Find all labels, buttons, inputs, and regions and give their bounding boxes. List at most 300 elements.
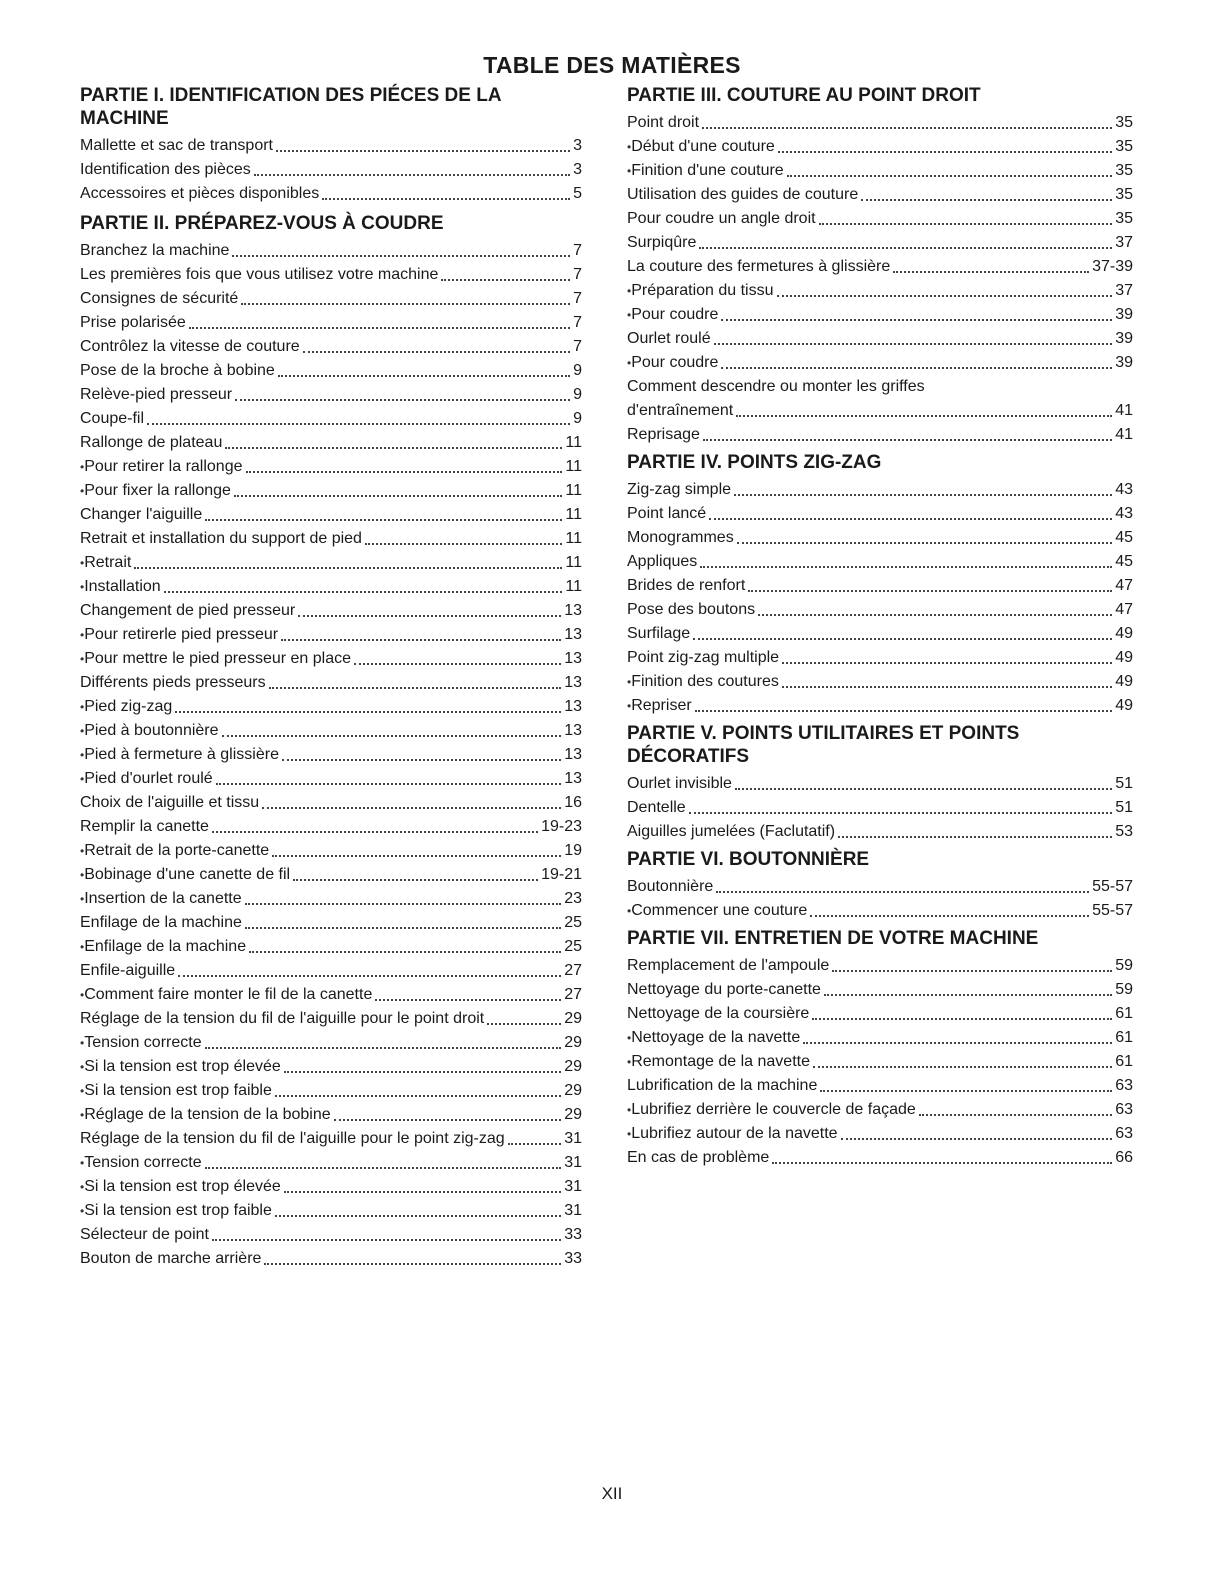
entry-label: Coupe-fil	[80, 410, 145, 427]
entry-page-number: 61	[1115, 1005, 1133, 1022]
entry-label: • Insertion de la canette	[80, 887, 242, 911]
toc-entry	[627, 694, 1133, 718]
dot-leader	[721, 367, 1112, 369]
entry-page-number: 37	[1115, 282, 1133, 299]
dot-leader	[838, 836, 1112, 838]
toc-entry	[80, 1055, 582, 1079]
toc-entry	[80, 575, 582, 599]
page-number: XII	[601, 1484, 623, 1503]
section-title: PARTIE IV. POINTS ZIG-ZAG	[627, 452, 882, 473]
dot-leader	[281, 639, 561, 641]
entry-page-number: 41	[1115, 426, 1133, 443]
toc-section	[627, 451, 1133, 718]
entry-label: Prise polarisée	[80, 314, 186, 331]
dot-leader	[714, 343, 1113, 345]
toc-entry	[627, 796, 1133, 820]
dot-leader	[262, 807, 561, 809]
entry-label: • Finition des coutures	[627, 670, 779, 694]
entry-label: • Lubrifiez derrière le couvercle de façade	[627, 1098, 916, 1122]
dot-leader	[803, 1042, 1112, 1044]
toc-entry	[80, 551, 582, 575]
entry-page-number: 63	[1115, 1101, 1133, 1118]
entry-label: • Tension correcte	[80, 1031, 202, 1055]
toc-section	[627, 848, 1133, 923]
section-title: PARTIE VI. BOUTONNIÈRE	[627, 849, 870, 870]
entry-page-number: 9	[573, 386, 582, 403]
toc-entry	[80, 158, 582, 182]
entry-page-number: 53	[1115, 823, 1133, 840]
toc-entry	[80, 134, 582, 158]
entry-label: Dentelle	[627, 799, 686, 816]
entry-label: • Pour coudre	[627, 303, 718, 327]
toc-entry	[627, 622, 1133, 646]
toc-entry	[80, 239, 582, 263]
toc-entry	[627, 978, 1133, 1002]
toc-entry	[80, 1223, 582, 1247]
toc-entry	[80, 1031, 582, 1055]
dot-leader	[919, 1114, 1112, 1116]
entry-label: Pose de la broche à bobine	[80, 362, 275, 379]
toc-entry	[80, 815, 582, 839]
toc-entry	[627, 899, 1133, 923]
toc-entry	[627, 875, 1133, 899]
toc-entry	[80, 359, 582, 383]
toc-entry	[627, 207, 1133, 231]
toc-entry	[627, 399, 1133, 423]
entry-label: Nettoyage du porte-canette	[627, 981, 821, 998]
dot-leader	[269, 687, 562, 689]
entry-label: • Finition d'une couture	[627, 159, 784, 183]
toc-entry	[80, 1103, 582, 1127]
entry-label: Pour coudre un angle droit	[627, 210, 816, 227]
toc-entry	[627, 954, 1133, 978]
entry-label: Pose des boutons	[627, 601, 756, 618]
entry-page-number: 29	[564, 1034, 582, 1051]
entry-page-number: 31	[564, 1202, 582, 1219]
toc-entry	[627, 1146, 1133, 1170]
section-title: PARTIE II. PRÉPAREZ-VOUS À COUDRE	[80, 213, 444, 234]
entry-label: Lubrification de la machine	[627, 1077, 818, 1094]
toc-entry	[627, 598, 1133, 622]
entry-page-number: 66	[1115, 1149, 1133, 1166]
entry-label: Enfile-aiguille	[80, 962, 176, 979]
toc-entry	[80, 1127, 582, 1151]
entry-label: Mallette et sac de transport	[80, 137, 273, 154]
toc-entry	[80, 455, 582, 479]
dot-leader	[375, 999, 561, 1001]
dot-leader	[147, 423, 570, 425]
entry-page-number: 49	[1115, 649, 1133, 666]
dot-leader	[232, 255, 570, 257]
entry-page-number: 11	[565, 530, 582, 547]
dot-leader	[693, 638, 1112, 640]
dot-leader	[709, 518, 1112, 520]
dot-leader	[736, 415, 1112, 417]
entry-page-number: 13	[564, 602, 582, 619]
dot-leader	[721, 319, 1112, 321]
dot-leader	[164, 591, 563, 593]
toc-entry	[80, 1151, 582, 1175]
entry-label: • Pour coudre	[627, 351, 718, 375]
entry-page-number: 29	[564, 1058, 582, 1075]
entry-label: • Si la tension est trop faible	[80, 1199, 272, 1223]
dot-leader	[832, 970, 1112, 972]
entry-label: • Repriser	[627, 694, 692, 718]
entry-label: Surfilage	[627, 625, 691, 642]
entry-page-number: 33	[564, 1250, 582, 1267]
toc-entry	[80, 647, 582, 671]
toc-entry	[80, 983, 582, 1007]
dot-leader	[748, 590, 1112, 592]
entry-label: • Pied à boutonnière	[80, 719, 219, 743]
dot-leader	[824, 994, 1112, 996]
entry-page-number: 49	[1115, 697, 1133, 714]
toc-entry	[80, 623, 582, 647]
entry-page-number: 13	[564, 770, 582, 787]
entry-page-number: 61	[1115, 1053, 1133, 1070]
entry-page-number: 13	[564, 626, 582, 643]
toc-entry	[80, 182, 582, 206]
dot-leader	[282, 759, 561, 761]
entry-label: Aiguilles jumelées (Faclutatif)	[627, 823, 836, 840]
toc-entry	[80, 935, 582, 959]
entry-page-number: 39	[1115, 354, 1133, 371]
entry-page-number: 11	[565, 578, 582, 595]
entry-page-number: 29	[564, 1082, 582, 1099]
entry-label: Enfilage de la machine	[80, 914, 242, 931]
toc-entry	[627, 1002, 1133, 1026]
toc-section	[80, 212, 582, 1271]
entry-page-number: 13	[564, 746, 582, 763]
section-title: PARTIE III. COUTURE AU POINT DROIT	[627, 85, 981, 106]
entry-page-number: 63	[1115, 1125, 1133, 1142]
entry-label: Remplacement de l'ampoule	[627, 957, 830, 974]
dot-leader	[441, 279, 570, 281]
entry-page-number: 33	[564, 1226, 582, 1243]
entry-page-number: 29	[564, 1106, 582, 1123]
entry-label: Choix de l'aiguille et tissu	[80, 794, 260, 811]
entry-label: • Pour fixer la rallonge	[80, 479, 231, 503]
dot-leader	[303, 351, 570, 353]
entry-label: • Nettoyage de la navette	[627, 1026, 800, 1050]
entry-page-number: 39	[1115, 306, 1133, 323]
entry-label: • Bobinage d'une canette de fil	[80, 863, 290, 887]
entry-page-number: 35	[1115, 210, 1133, 227]
entry-label: Branchez la machine	[80, 242, 230, 259]
dot-leader	[700, 566, 1112, 568]
entry-label: • Lubrifiez autour de la navette	[627, 1122, 838, 1146]
entry-label: • Réglage de la tension de la bobine	[80, 1103, 331, 1127]
dot-leader	[810, 915, 1089, 917]
dot-leader	[861, 199, 1112, 201]
dot-leader	[819, 223, 1113, 225]
section-title: PARTIE VII. ENTRETIEN DE VOTRE MACHINE	[627, 928, 1039, 949]
entry-page-number: 49	[1115, 625, 1133, 642]
toc-entry	[627, 255, 1133, 279]
dot-leader	[787, 175, 1113, 177]
dot-leader	[175, 711, 561, 713]
dot-leader	[205, 1047, 562, 1049]
dot-leader	[508, 1143, 562, 1145]
toc-entry	[627, 111, 1133, 135]
entry-page-number: 59	[1115, 957, 1133, 974]
entry-page-number: 63	[1115, 1077, 1133, 1094]
entry-page-number: 31	[564, 1154, 582, 1171]
toc-section	[80, 84, 582, 206]
dot-leader	[178, 975, 561, 977]
entry-label: • Enfilage de la machine	[80, 935, 246, 959]
toc-entry	[627, 351, 1133, 375]
toc-entry	[627, 159, 1133, 183]
toc-entry	[627, 502, 1133, 526]
entry-label: Surpiqûre	[627, 234, 697, 251]
dot-leader	[264, 1263, 561, 1265]
entry-label: Différents pieds presseurs	[80, 674, 266, 691]
dot-leader	[334, 1119, 562, 1121]
entry-label: Réglage de la tension du fil de l'aiguille pour le point droit	[80, 1010, 485, 1027]
entry-page-number: 9	[573, 410, 582, 427]
entry-label: Contrôlez la vitesse de couture	[80, 338, 300, 355]
dot-leader	[737, 542, 1113, 544]
entry-label: Reprisage	[627, 426, 700, 443]
entry-page-number: 47	[1115, 577, 1133, 594]
dot-leader	[212, 831, 538, 833]
dot-leader	[235, 399, 570, 401]
toc-entry	[627, 820, 1133, 844]
entry-page-number: 45	[1115, 529, 1133, 546]
toc-entry	[627, 670, 1133, 694]
entry-label: Point lancé	[627, 505, 707, 522]
entry-page-number: 11	[565, 458, 582, 475]
entry-label: • Pour retirerle pied presseur	[80, 623, 278, 647]
dot-leader	[241, 303, 570, 305]
dot-leader	[716, 891, 1089, 893]
entry-label: Changer l'aiguille	[80, 506, 203, 523]
entry-page-number: 13	[564, 674, 582, 691]
entry-label: • Préparation du tissu	[627, 279, 774, 303]
toc-entry	[627, 1050, 1133, 1074]
entry-label: • Commencer une couture	[627, 899, 807, 923]
entry-page-number: 7	[573, 266, 582, 283]
entry-label: • Pour mettre le pied presseur en place	[80, 647, 351, 671]
entry-label: • Installation	[80, 575, 161, 599]
entry-label: Nettoyage de la coursière	[627, 1005, 810, 1022]
dot-leader	[354, 663, 561, 665]
dot-leader	[246, 471, 563, 473]
entry-label: Consignes de sécurité	[80, 290, 239, 307]
dot-leader	[189, 327, 570, 329]
entry-label: • Si la tension est trop faible	[80, 1079, 272, 1103]
dot-leader	[234, 495, 562, 497]
dot-leader	[893, 271, 1089, 273]
toc-entry	[80, 911, 582, 935]
entry-label: Retrait et installation du support de pied	[80, 530, 362, 547]
dot-leader	[699, 247, 1112, 249]
toc-entry	[80, 287, 582, 311]
entry-label: La couture des fermetures à glissière	[627, 258, 891, 275]
entry-page-number: 11	[565, 482, 582, 499]
dot-leader	[222, 735, 562, 737]
toc-entry	[80, 503, 582, 527]
toc-entry	[627, 550, 1133, 574]
toc-entry	[627, 231, 1133, 255]
dot-leader	[216, 783, 562, 785]
entry-label: Point droit	[627, 114, 700, 131]
dot-leader	[284, 1191, 561, 1193]
dot-leader	[272, 855, 561, 857]
dot-leader	[782, 662, 1112, 664]
entry-page-number: 11	[565, 506, 582, 523]
entry-page-number: 41	[1115, 402, 1133, 419]
entry-label: d'entraînement	[627, 402, 734, 419]
toc-entry	[80, 695, 582, 719]
toc-entry	[627, 646, 1133, 670]
toc-entry	[80, 1175, 582, 1199]
entry-label: • Retrait de la porte-canette	[80, 839, 269, 863]
toc-entry	[80, 887, 582, 911]
entry-page-number: 35	[1115, 162, 1133, 179]
entry-label: Appliques	[627, 553, 698, 570]
toc-entry	[80, 719, 582, 743]
toc-entry	[627, 327, 1133, 351]
toc-entry	[80, 1247, 582, 1271]
dot-leader	[205, 1167, 562, 1169]
toc-entry	[80, 1007, 582, 1031]
entry-label: Identification des pièces	[80, 161, 251, 178]
entry-label: • Remontage de la navette	[627, 1050, 810, 1074]
dot-leader	[778, 151, 1112, 153]
toc-entry	[80, 791, 582, 815]
toc-entry	[627, 423, 1133, 447]
entry-page-number: 3	[573, 137, 582, 154]
entry-page-number: 7	[573, 314, 582, 331]
toc-section	[627, 927, 1133, 1170]
toc-entry	[80, 671, 582, 695]
toc-entry	[80, 1079, 582, 1103]
entry-page-number: 16	[564, 794, 582, 811]
entry-page-number: 13	[564, 722, 582, 739]
entry-label: En cas de problème	[627, 1149, 770, 1166]
entry-label: Comment descendre ou monter les griffes	[627, 378, 925, 395]
dot-leader	[365, 543, 562, 545]
dot-leader	[777, 295, 1113, 297]
entry-page-number: 31	[564, 1130, 582, 1147]
entry-label: • Pied à fermeture à glissière	[80, 743, 279, 767]
toc-entry	[80, 839, 582, 863]
toc-section	[627, 84, 1133, 447]
toc-entry	[627, 574, 1133, 598]
toc-entry	[80, 599, 582, 623]
entry-page-number: 55-57	[1092, 902, 1133, 919]
dot-leader	[249, 951, 561, 953]
dot-leader	[820, 1090, 1112, 1092]
entry-page-number: 25	[564, 938, 582, 955]
entry-label: Remplir la canette	[80, 818, 209, 835]
toc-entry	[627, 772, 1133, 796]
entry-page-number: 59	[1115, 981, 1133, 998]
entry-page-number: 11	[565, 434, 582, 451]
toc-entry	[80, 383, 582, 407]
page-title: TABLE DES MATIÈRES	[483, 52, 741, 78]
entry-page-number: 19-23	[541, 818, 582, 835]
dot-leader	[841, 1138, 1113, 1140]
entry-page-number: 35	[1115, 114, 1133, 131]
entry-page-number: 37-39	[1092, 258, 1133, 275]
entry-label: • Tension correcte	[80, 1151, 202, 1175]
toc-entry	[627, 375, 1133, 399]
entry-page-number: 13	[564, 650, 582, 667]
entry-label: Réglage de la tension du fil de l'aiguille pour le point zig-zag	[80, 1130, 505, 1147]
toc-entry	[80, 335, 582, 359]
toc-entry	[627, 1074, 1133, 1098]
entry-label: Ourlet roulé	[627, 330, 711, 347]
toc-entry	[627, 1026, 1133, 1050]
toc-entry	[80, 959, 582, 983]
toc-entry	[627, 1098, 1133, 1122]
entry-label: • Si la tension est trop élevée	[80, 1175, 281, 1199]
dot-leader	[695, 710, 1113, 712]
entry-label: Point zig-zag multiple	[627, 649, 780, 666]
dot-leader	[275, 1095, 561, 1097]
entry-label: Changement de pied presseur	[80, 602, 296, 619]
toc-entry	[80, 479, 582, 503]
toc-entry	[80, 863, 582, 887]
dot-leader	[734, 494, 1112, 496]
dot-leader	[735, 788, 1112, 790]
toc-entry	[627, 135, 1133, 159]
dot-leader	[275, 1215, 561, 1217]
entry-label: Sélecteur de point	[80, 1226, 209, 1243]
toc-section	[627, 722, 1133, 844]
entry-page-number: 43	[1115, 505, 1133, 522]
toc-entry	[627, 183, 1133, 207]
dot-leader	[689, 812, 1113, 814]
entry-label: Brides de renfort	[627, 577, 746, 594]
toc-entry	[80, 263, 582, 287]
entry-label: Bouton de marche arrière	[80, 1250, 262, 1267]
toc-entry	[80, 527, 582, 551]
entry-label: • Comment faire monter le fil de la canette	[80, 983, 372, 1007]
entry-page-number: 55-57	[1092, 878, 1133, 895]
entry-label: Relève-pied presseur	[80, 386, 233, 403]
dot-leader	[245, 927, 561, 929]
entry-page-number: 29	[564, 1010, 582, 1027]
entry-label: Zig-zag simple	[627, 481, 732, 498]
entry-page-number: 3	[573, 161, 582, 178]
entry-page-number: 47	[1115, 601, 1133, 618]
toc-column-left	[80, 84, 582, 1271]
toc-entry	[627, 279, 1133, 303]
entry-label: • Pied d'ourlet roulé	[80, 767, 213, 791]
entry-page-number: 45	[1115, 553, 1133, 570]
entry-page-number: 7	[573, 242, 582, 259]
entry-label: Boutonnière	[627, 878, 714, 895]
entry-page-number: 27	[564, 962, 582, 979]
dot-leader	[205, 519, 562, 521]
entry-label: • Pour retirer la rallonge	[80, 455, 243, 479]
dot-leader	[782, 686, 1112, 688]
dot-leader	[703, 439, 1112, 441]
entry-page-number: 25	[564, 914, 582, 931]
dot-leader	[812, 1018, 1112, 1020]
dot-leader	[293, 879, 538, 881]
entry-label: • Si la tension est trop élevée	[80, 1055, 281, 1079]
entry-page-number: 27	[564, 986, 582, 1003]
dot-leader	[813, 1066, 1112, 1068]
dot-leader	[758, 614, 1112, 616]
entry-label: Les premières fois que vous utilisez votre machine	[80, 266, 439, 283]
dot-leader	[245, 903, 562, 905]
